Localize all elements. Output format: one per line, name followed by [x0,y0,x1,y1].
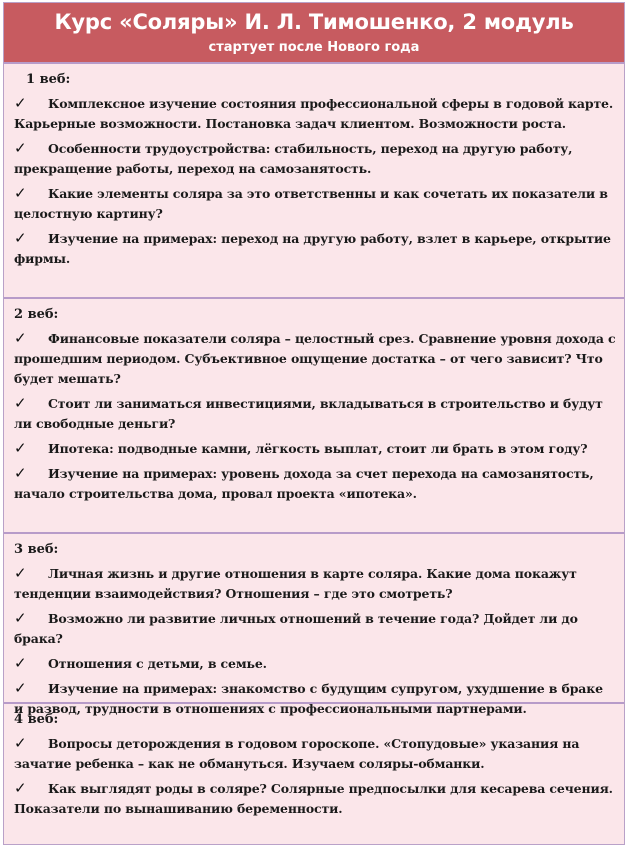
list-item-text: Стоит ли заниматься инвестициями, вкладываться в строительство и будут ли свободные деньги? [14,396,603,431]
list-item-text: Какие элементы соляра за это ответственны и как сочетать их показатели в целостную картину? [14,186,608,221]
list-item-text: Вопросы деторождения в годовом гороскопе. «Стопудовые» указания на зачатие ребенка – как не обмануться. Изучаем соляры-обманки. [14,736,580,771]
checkmark-icon: ✓ [14,329,27,347]
checkmark-icon: ✓ [14,394,27,412]
list-item-text: Изучение на примерах: знакомство с будущим супругом, ухудшение в браке и развод, трудности в отношениях с профессиональными партнерами. [14,681,603,716]
section-title: 1 веб: [26,72,71,87]
checkmark-icon: ✓ [14,564,27,582]
header-banner [4,3,624,64]
course-announcement [3,2,625,845]
list-item-text: Личная жизнь и другие отношения в карте соляра. Какие дома покажут тенденции взаимодействия? Отношения – где это смотреть? [14,566,577,601]
checkmark-icon: ✓ [14,229,27,247]
checkmark-icon: ✓ [14,779,27,797]
checkmark-icon: ✓ [14,464,27,482]
list-item [14,678,616,719]
section-web-3 [4,534,624,716]
list-item [14,393,616,434]
list-item [14,733,616,774]
list-item-text: Изучение на примерах: переход на другую работу, взлет в карьере, открытие фирмы. [14,231,611,266]
checkmark-icon: ✓ [14,609,27,627]
list-item [14,438,616,459]
list-item-text: Возможно ли развитие личных отношений в течение года? Дойдет ли до брака? [14,611,578,646]
checkmark-icon: ✓ [14,184,27,202]
list-item [14,653,616,674]
section-web-2 [4,299,624,534]
section-web-1 [4,64,624,299]
section-title: 4 веб: [14,712,59,727]
list-item [14,138,616,179]
section-title: 3 веб: [14,542,59,557]
section-web-4 [4,704,624,842]
checkmark-icon: ✓ [14,654,27,672]
list-item [14,463,616,504]
list-item [14,183,616,224]
section-title: 2 веб: [14,307,59,322]
list-item-text: Отношения с детьми, в семье. [48,656,267,671]
page-subtitle: стартует после Нового года [208,40,420,55]
list-item [14,608,616,649]
list-item-text: Как выглядят роды в соляре? Солярные предпосылки для кесарева сечения. Показатели по вынашиванию беременности. [14,781,613,816]
list-item-text: Изучение на примерах: уровень дохода за счет перехода на самозанятость, начало строительства дома, провал проекта «ипотека». [14,466,594,501]
list-item [14,778,616,819]
list-item-text: Ипотека: подводные камни, лёгкость выплат, стоит ли брать в этом году? [48,441,588,456]
list-item [14,563,616,604]
checkmark-icon: ✓ [14,139,27,157]
list-item-text: Особенности трудоустройства: стабильность, переход на другую работу, прекращение работы, переход на самозанятость. [14,141,573,176]
checkmark-icon: ✓ [14,679,27,697]
list-item-text: Финансовые показатели соляра – целостный срез. Сравнение уровня дохода с прошедшим периодом. Субъективное ощущение достатка – от чего зависит? Что будет мешать? [14,331,616,386]
checkmark-icon: ✓ [14,94,27,112]
page-title: Курс «Соляры» И. Л. Тимошенко, 2 модуль [54,10,574,34]
list-item [14,93,616,134]
checkmark-icon: ✓ [14,439,27,457]
list-item [14,228,616,269]
checkmark-icon: ✓ [14,734,27,752]
list-item [14,328,616,389]
list-item-text: Комплексное изучение состояния профессиональной сферы в годовой карте. Карьерные возможности. Постановка задач клиентом. Возможности роста. [14,96,614,131]
